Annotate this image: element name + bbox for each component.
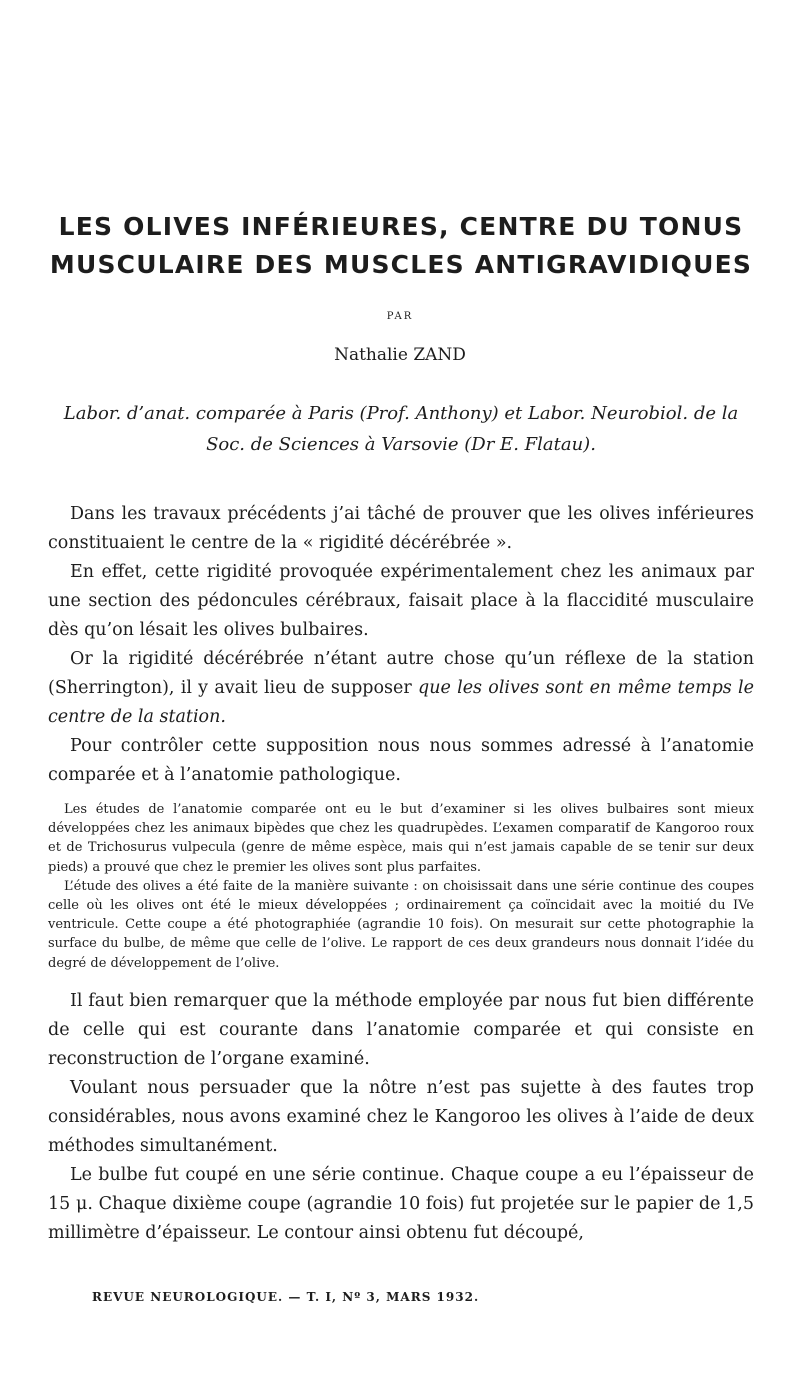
article-body [48, 500, 754, 1248]
paragraph-3-emphasis: que les olives sont en même temps le centre de la station. [48, 678, 754, 727]
affiliation-line-2: Soc. de Sciences à Varsovie (Dr E. Flatau). [206, 434, 596, 455]
small-print-1: Les études de l’anatomie comparée ont eu le but d’examiner si les olives bulbaires sont mieux développées chez les animaux bipèdes que chez les quadrupèdes. L’examen comparatif de Kangoroo roux et de Trichosurus vulpecula (genre de même espèce, mais qui n’est jamais capable de se tenir sur deux pieds) a prouvé que chez le premier les olives sont plus parfaites. [48, 802, 754, 875]
author-name: Nathalie ZAND [334, 345, 466, 365]
small-print-2: L’étude des olives a été faite de la manière suivante : on choisissait dans une série continue des coupes celle où les olives ont été le mieux développées ; ordinairement ça coïncidait avec la moitié du IVe ventricule. Cette coupe a été photographiée (agrandie 10 fois). On mesurait sur cette photographie la surface du bulbe, de même que celle de l’olive. Le rapport de ces deux grandeurs nous donnait l’idée du degré de développement de l’olive. [48, 878, 754, 971]
title-line-2: MUSCULAIRE DES MUSCLES ANTIGRAVIDIQUES [49, 250, 753, 279]
paragraph-3-text: Or la rigidité décérébrée n’étant autre chose qu’un réflexe de la station (Sherrington), il y avait lieu de supposer [48, 649, 754, 698]
journal-footer: REVUE NEUROLOGIQUE. — T. I, Nº 3, MARS 1932. [92, 1290, 480, 1304]
paragraph-4: Pour contrôler cette supposition nous nous sommes adressé à l’anatomie comparée et à l’anatomie pathologique. [48, 736, 754, 785]
paragraph-2: En effet, cette rigidité provoquée expérimentalement chez les animaux par une section des pédoncules cérébraux, faisait place à la flaccidité musculaire dès qu’on lésait les olives bulbaires. [48, 562, 754, 640]
paragraph-1: Dans les travaux précédents j’ai tâché de prouver que les olives inférieures constituaient le centre de la « rigidité décérébrée ». [48, 504, 754, 553]
affiliation [48, 398, 754, 460]
by-label: PAR [386, 311, 414, 322]
affiliation-line-1: Labor. d’anat. comparée à Paris (Prof. Anthony) et Labor. Neurobiol. de la [63, 403, 739, 424]
paragraph-6: Voulant nous persuader que la nôtre n’est pas sujette à des fautes trop considérables, nous avons examiné chez le Kangoroo les olives à l’aide de deux méthodes simultanément. [48, 1077, 754, 1156]
paragraph-7: Le bulbe fut coupé en une série continue. Chaque coupe a eu l’épaisseur de 15 μ. Chaque dixième coupe (agrandie 10 fois) fut projetée sur le papier de 1,5 millimètre d’épaisseur. Le contour ainsi obtenu fut découpé, [48, 1164, 754, 1243]
paragraph-3 [48, 645, 754, 732]
title-line-1: LES OLIVES INFÉRIEURES, CENTRE DU TONUS [58, 212, 744, 241]
paragraph-5: Il faut bien remarquer que la méthode employée par nous fut bien différente de celle qui est courante dans l’anatomie comparée et qui consiste en reconstruction de l’organe examiné. [48, 990, 754, 1069]
article-title [48, 208, 754, 284]
